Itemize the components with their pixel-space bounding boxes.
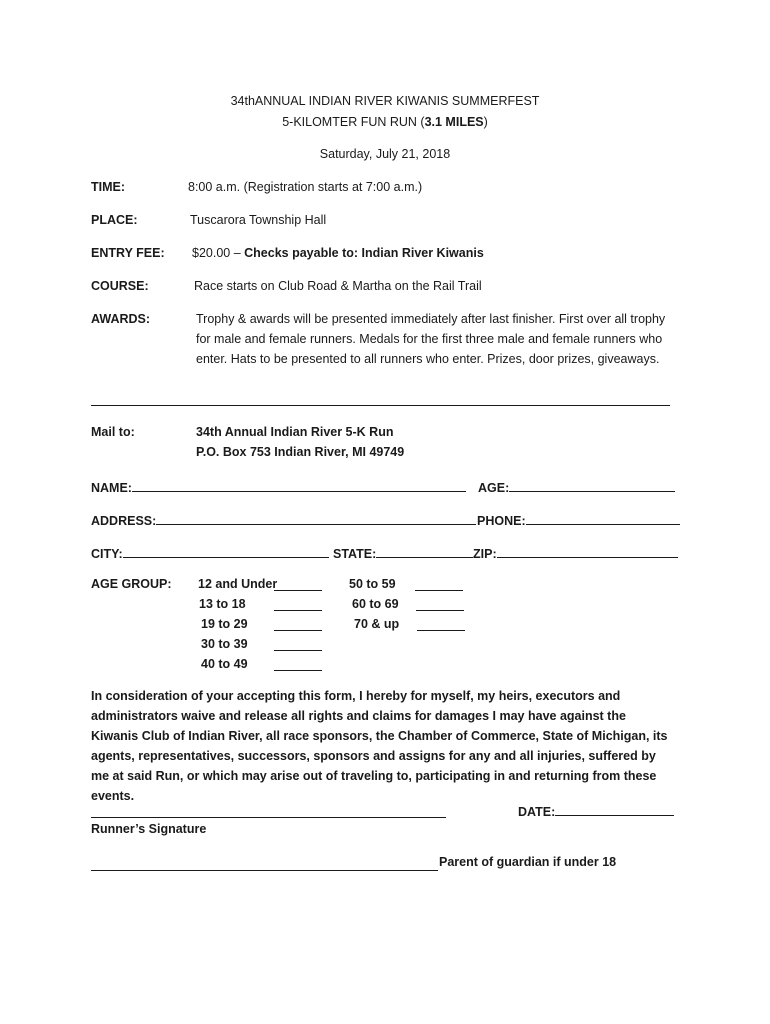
time-value: 8:00 a.m. (Registration starts at 7:00 a.m.) (188, 180, 423, 194)
age-label: AGE: (478, 481, 510, 495)
age-option-30-to-39: 30 to 39 (201, 637, 248, 651)
zip-input-line[interactable] (497, 544, 678, 558)
entry-fee-value (192, 246, 484, 260)
age-check-line[interactable] (274, 657, 322, 671)
name-field[interactable] (91, 478, 466, 495)
age-check-line[interactable] (274, 617, 322, 631)
age-option-70-and-up: 70 & up (354, 617, 400, 631)
age-field[interactable] (478, 478, 675, 495)
state-input-line[interactable] (376, 544, 473, 558)
state-label: STATE: (333, 547, 377, 561)
awards-value: Trophy & awards will be presented immediately after last finisher. First over all trophy for male and female runners. Medals for the first three male and female runners who enter. Hats to be presented to all runners who enter. Prizes, door prizes, giveaways. (196, 312, 666, 366)
age-check-line[interactable] (274, 577, 322, 591)
age-check-line[interactable] (274, 637, 322, 651)
mail-address-line-2: P.O. Box 753 Indian River, MI 49749 (196, 445, 405, 459)
state-field[interactable] (333, 544, 473, 561)
runner-signature-line[interactable] (91, 817, 446, 818)
place-value: Tuscarora Township Hall (190, 213, 327, 227)
age-check-line[interactable] (415, 577, 463, 591)
age-option-40-to-49: 40 to 49 (201, 657, 248, 671)
age-option-60-to-69: 60 to 69 (352, 597, 399, 611)
parent-signature-label: Parent of guardian if under 18 (439, 855, 617, 869)
title-line-2 (0, 115, 770, 129)
awards-label: AWARDS: (91, 312, 151, 326)
title-line-1: 34thANNUAL INDIAN RIVER KIWANIS SUMMERFEST (230, 94, 540, 108)
runner-signature-label: Runner’s Signature (91, 822, 207, 836)
phone-input-line[interactable] (526, 511, 680, 525)
mail-address-line-1: 34th Annual Indian River 5-K Run (196, 425, 394, 439)
course-label: COURSE: (91, 279, 149, 293)
date-field[interactable] (518, 802, 674, 819)
place-label: PLACE: (91, 213, 138, 227)
phone-field[interactable] (477, 511, 680, 528)
age-option-19-to-29: 19 to 29 (201, 617, 248, 631)
zip-field[interactable] (473, 544, 678, 561)
city-input-line[interactable] (123, 544, 329, 558)
address-input-line[interactable] (156, 511, 476, 525)
address-label: ADDRESS: (91, 514, 157, 528)
parent-signature-line[interactable] (91, 870, 438, 871)
name-input-line[interactable] (132, 478, 466, 492)
city-field[interactable] (91, 544, 329, 561)
time-label: TIME: (91, 180, 126, 194)
age-option-12-and-under: 12 and Under (198, 577, 278, 591)
section-divider (91, 405, 670, 406)
age-option-13-to-18: 13 to 18 (199, 597, 246, 611)
city-label: CITY: (91, 547, 123, 561)
date-label: DATE: (518, 805, 556, 819)
title-distance: 3.1 MILES (424, 115, 484, 129)
age-check-line[interactable] (416, 597, 464, 611)
course-value: Race starts on Club Road & Martha on the Rail Trail (194, 279, 482, 293)
entry-fee-label: ENTRY FEE: (91, 246, 165, 260)
age-input-line[interactable] (509, 478, 675, 492)
zip-label: ZIP: (473, 547, 497, 561)
entry-fee-amount: $20.00 – (192, 246, 245, 260)
age-check-line[interactable] (274, 597, 322, 611)
phone-label: PHONE: (477, 514, 526, 528)
name-label: NAME: (91, 481, 132, 495)
entry-fee-note: Checks payable to: Indian River Kiwanis (244, 246, 484, 260)
title-line-2-suffix: ) (483, 115, 488, 129)
age-group-label: AGE GROUP: (91, 577, 172, 591)
title-line-2-prefix: 5-KILOMTER FUN RUN ( (282, 115, 425, 129)
mail-to-label: Mail to: (91, 425, 135, 439)
event-date: Saturday, July 21, 2018 (319, 147, 451, 161)
age-option-50-to-59: 50 to 59 (349, 577, 396, 591)
address-field[interactable] (91, 511, 476, 528)
age-check-line[interactable] (417, 617, 465, 631)
waiver-text: In consideration of your accepting this form, I hereby for myself, my heirs, executors and administrators waive and release all rights and claims for damages I may have against the Kiwanis Club of Indian River, all race sponsors, the Chamber of Commerce, State of Michigan, its agents, representatives, successors, sponsors and assigns for any and all injuries, suffered by me at said Run, or which may arise out of traveling to, participating in and returning from these events. (91, 689, 668, 803)
date-input-line[interactable] (555, 802, 674, 816)
